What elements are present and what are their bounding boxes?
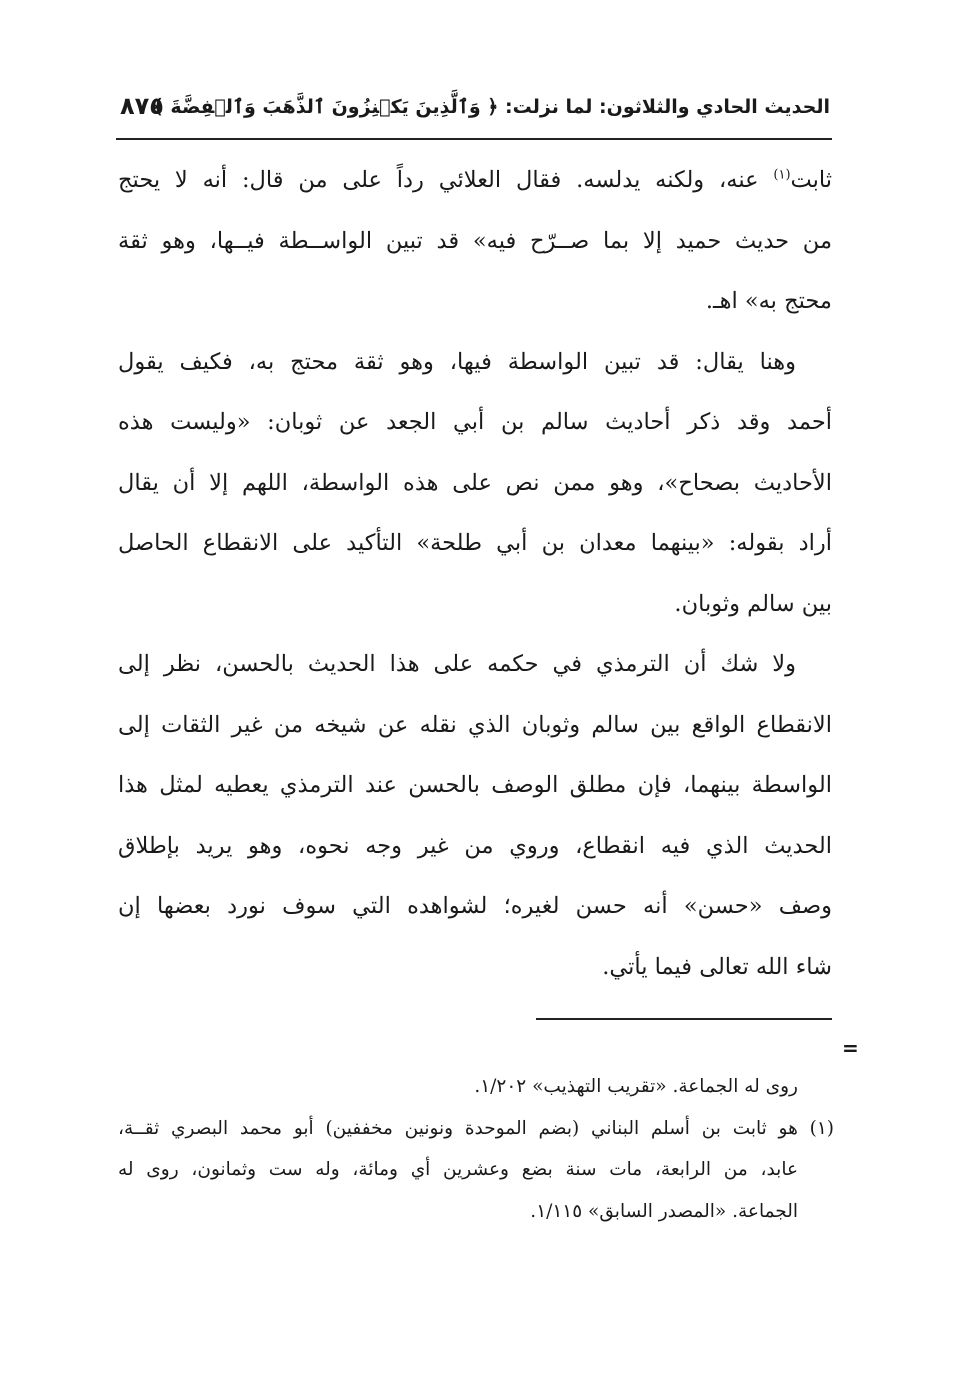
body-line: محتج به» اهـ. [705, 288, 832, 314]
footnote-rule [536, 1018, 832, 1020]
body-line: ثابت$^{(١)}$ عنه، ولكنه يدلسه. فقال العلائي رداً على من قال: أنه لا يحتج [118, 167, 832, 193]
main-text [118, 150, 832, 997]
body-line: وهنا يقال: قد تبين الواسطة فيها، وهو ثقة محتج به، فكيف يقول [118, 348, 796, 375]
page-number: ٨٧٥ [120, 92, 164, 120]
body-line: من حديث حميد إلا بما صــرّح فيه» قد تبين الواســطة فيــها، وهو ثقة [118, 227, 832, 254]
footnote-line: الجماعة. «المصدر السابق» ١/١١٥. [530, 1200, 798, 1222]
body-line: الأحاديث بصحاح»، وهو ممن نص على هذه الواسطة، اللهم إلا أن يقال [118, 469, 832, 496]
body-line: الحديث الذي فيه انقطاع، وروي من غير وجه نحوه، وهو يريد بإطلاق [118, 832, 832, 859]
running-header [112, 92, 830, 128]
body-line: وصف «حسن» أنه حسن لغيره؛ لشواهده التي سوف نورد بعضها إن [118, 893, 832, 919]
body-line: أراد بقوله: «بينهما معدان بن أبي طلحة» التأكيد على الانقطاع الحاصل [118, 530, 832, 556]
footnote-line: عابد، من الرابعة، مات سنة بضع وعشرين أي ومائة، وله ست وثمانون، روى له [118, 1159, 798, 1180]
footnotes-section [118, 1066, 834, 1232]
body-line: الانقطاع الواقع بين سالم وثوبان الذي نقله عن شيخه من غير الثقات إلى [118, 711, 832, 738]
body-line: بين سالم وثوبان. [674, 590, 832, 617]
chapter-title: الحديث الحادي والثلاثون: لما نزلت: ﴿ وَٱلَّذِينَ يَكۡنِزُونَ ٱلذَّهَبَ وَٱلۡفِضَّةَ ﴾ [152, 96, 830, 118]
body-line: شاء الله تعالى فيما يأتي. [602, 953, 832, 980]
footnote-continuation: روى له الجماعة. «تقريب التهذيب» ١/٢٠٢. [474, 1076, 798, 1097]
body-line: الواسطة بينهما، فإن مطلق الوصف بالحسن عند الترمذي يعطيه لمثل هذا [118, 772, 832, 798]
body-line: أحمد وقد ذكر أحاديث سالم بن أبي الجعد عن ثوبان: «وليست هذه [118, 409, 832, 435]
footnote-line: (١) هو ثابت بن أسلم البناني (بضم الموحدة ونونين مخففين) أبو محمد البصري ثقــة، [118, 1117, 834, 1139]
body-line: ولا شك أن الترمذي في حكمه على هذا الحديث بالحسن، نظر إلى [118, 651, 796, 677]
footnote-marker[interactable]: (١) [773, 167, 791, 183]
header-rule [116, 138, 832, 140]
continuation-mark: = [842, 1036, 859, 1060]
